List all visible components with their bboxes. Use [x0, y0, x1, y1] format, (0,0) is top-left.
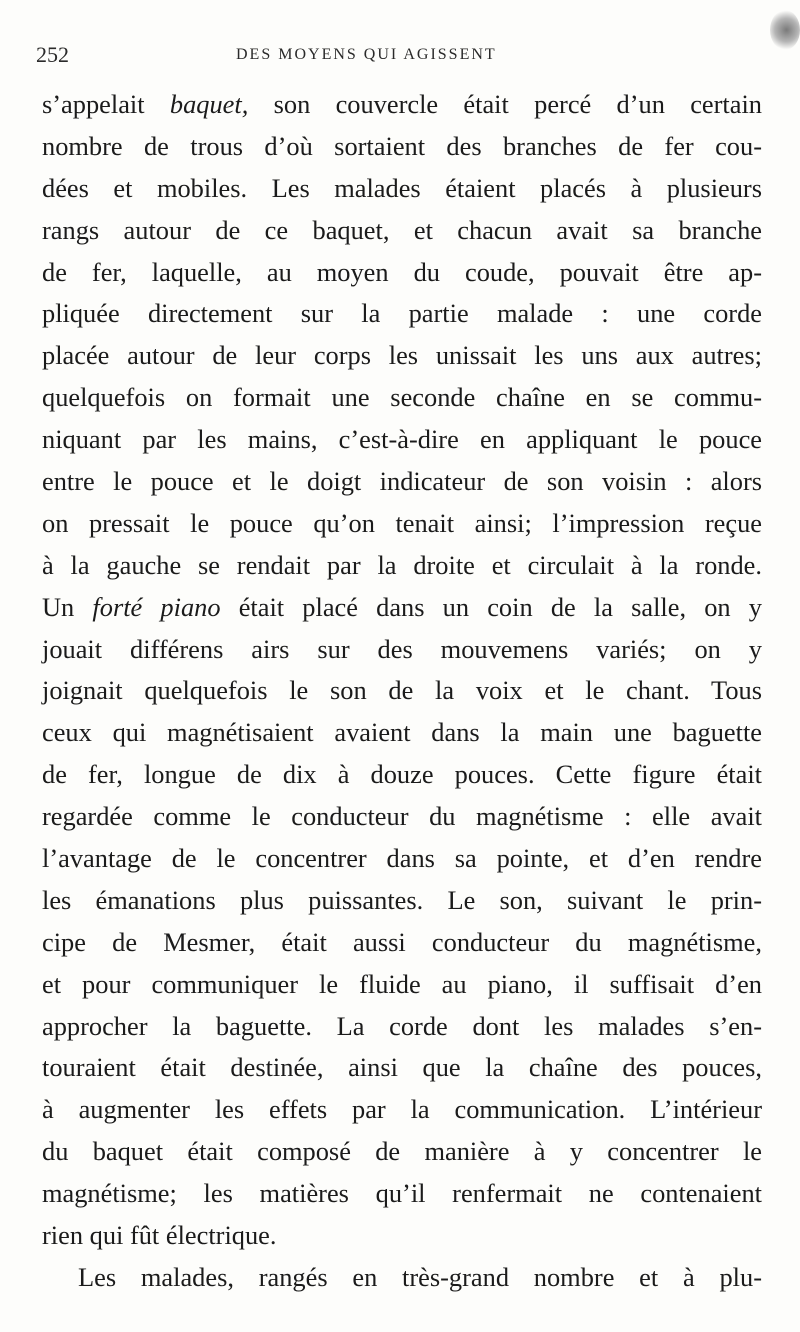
page-header: [36, 42, 756, 72]
text-line: du baquet était composé de manière à y concentrer le: [42, 1136, 762, 1167]
text-line: ceux qui magnétisaient avaient dans la main une baguette: [42, 717, 762, 748]
text-line: entre le pouce et le doigt indicateur de son voisin : alors: [42, 466, 762, 497]
text-line: quelquefois on formait une seconde chaîne en se commu-: [42, 382, 762, 413]
text-line: à augmenter les effets par la communication. L’intérieur: [42, 1094, 762, 1125]
ink-stain: [770, 10, 800, 50]
text-line: et pour communiquer le fluide au piano, il suffisait d’en: [42, 968, 762, 999]
text-line: nombre de trous d’où sortaient des branches de fer cou-: [42, 130, 762, 161]
text-line: pliquée directement sur la partie malade : une corde: [42, 298, 762, 329]
text-line: rangs autour de ce baquet, et chacun avait sa branche: [42, 214, 762, 245]
text-line: joignait quelquefois le son de la voix et le chant. Tous: [42, 675, 762, 706]
text-line: touraient était destinée, ainsi que la chaîne des pouces,: [42, 1052, 762, 1083]
text-line: on pressait le pouce qu’on tenait ainsi; l’impression reçue: [42, 507, 762, 538]
text-line: de fer, laquelle, au moyen du coude, pouvait être ap-: [42, 256, 762, 287]
text-line: de fer, longue de dix à douze pouces. Cette figure était: [42, 759, 762, 790]
text-line: niquant par les mains, c’est-à-dire en appliquant le pouce: [42, 424, 762, 455]
running-head: DES MOYENS QUI AGISSENT: [236, 46, 497, 63]
text-line: les émanations plus puissantes. Le son, suivant le prin-: [42, 884, 762, 915]
text-line: approcher la baguette. La corde dont les malades s’en-: [42, 1010, 762, 1041]
text-line: regardée comme le conducteur du magnétisme : elle avait: [42, 801, 762, 832]
text-line: l’avantage de le concentrer dans sa pointe, et d’en rendre: [42, 843, 762, 874]
text-line: dées et mobiles. Les malades étaient placés à plusieurs: [42, 172, 762, 203]
text-line: placée autour de leur corps les unissait les uns aux autres;: [42, 340, 762, 371]
page-number: 252: [36, 42, 69, 67]
text-line: magnétisme; les matières qu’il renfermait ne contenaient: [42, 1178, 762, 1209]
text-line: rien qui fût électrique.: [42, 1220, 277, 1251]
body-text: [42, 84, 762, 1299]
text-line: s’appelait baquet, son couvercle était percé d’un certain: [42, 89, 762, 119]
text-line: jouait différens airs sur des mouvemens variés; on y: [42, 633, 762, 664]
text-line: Un forté piano était placé dans un coin de la salle, on y: [42, 591, 762, 622]
text-line: Les malades, rangés en très-grand nombre et à plu-: [78, 1261, 762, 1292]
text-line: cipe de Mesmer, était aussi conducteur du magnétisme,: [42, 926, 762, 957]
text-line: à la gauche se rendait par la droite et circulait à la ronde.: [42, 549, 762, 580]
